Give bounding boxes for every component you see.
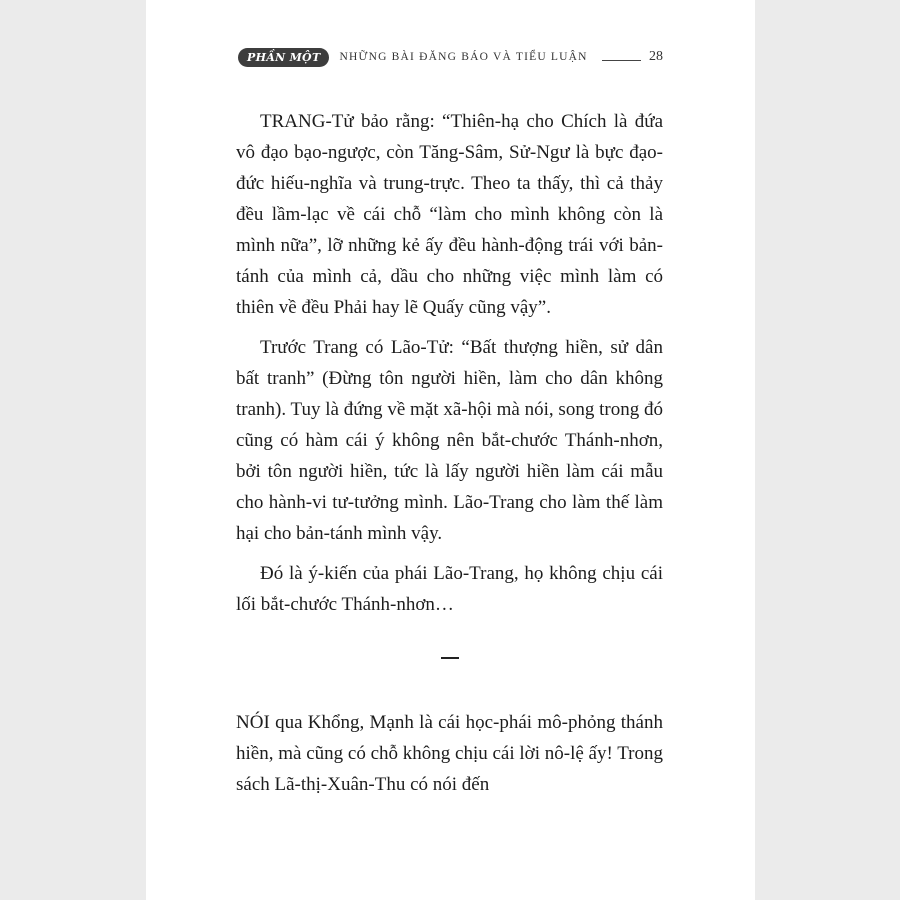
section-title: NHỮNG BÀI ĐĂNG BÁO VÀ TIỂU LUẬN	[339, 51, 588, 63]
section-break-dash	[236, 642, 663, 673]
part-label-badge: PHẦN MỘT	[238, 48, 329, 67]
header-rule	[602, 60, 641, 61]
paragraph: Trước Trang có Lão-Tử: “Bất thượng hiền, sử dân bất tranh” (Đừng tôn người hiền, làm cho dân không tranh). Tuy là đứng về mặt xã-hội mà nói, song trong đó cũng có hàm cái ý không nên bắt-chước Thánh-nhơn, bởi tôn người hiền, tức là lấy người hiền làm cái mẫu cho hành-vi tư-tưởng mình. Lão-Trang cho làm thế làm hại cho bản-tánh mình vậy.	[236, 337, 663, 544]
running-header	[238, 46, 663, 68]
page-number: 28	[649, 49, 663, 64]
body-text	[236, 106, 663, 800]
paragraph: Đó là ý-kiến của phái Lão-Trang, họ không chịu cái lối bắt-chước Thánh-nhơn…	[236, 563, 663, 615]
paragraph: TRANG-Tử bảo rằng: “Thiên-hạ cho Chích là đứa vô đạo bạo-ngược, còn Tăng-Sâm, Sử-Ngư là bực đạo-đức hiếu-nghĩa và trung-trực. Theo ta thấy, thì cả thảy đều lầm-lạc về cái chỗ “làm cho mình không còn là mình nữa”, lỡ những kẻ ấy đều hành-động trái với bản-tánh của mình cả, dầu cho những việc mình làm có thiên về đều Phải hay lẽ Quấy cũng vậy”.	[236, 111, 663, 318]
paragraph: NÓI qua Khổng, Mạnh là cái học-phái mô-phỏng thánh hiền, mà cũng có chỗ không chịu cái lời nô-lệ ấy! Trong sách Lã-thị-Xuân-Thu có nói đến	[236, 712, 663, 795]
book-page	[146, 0, 755, 900]
